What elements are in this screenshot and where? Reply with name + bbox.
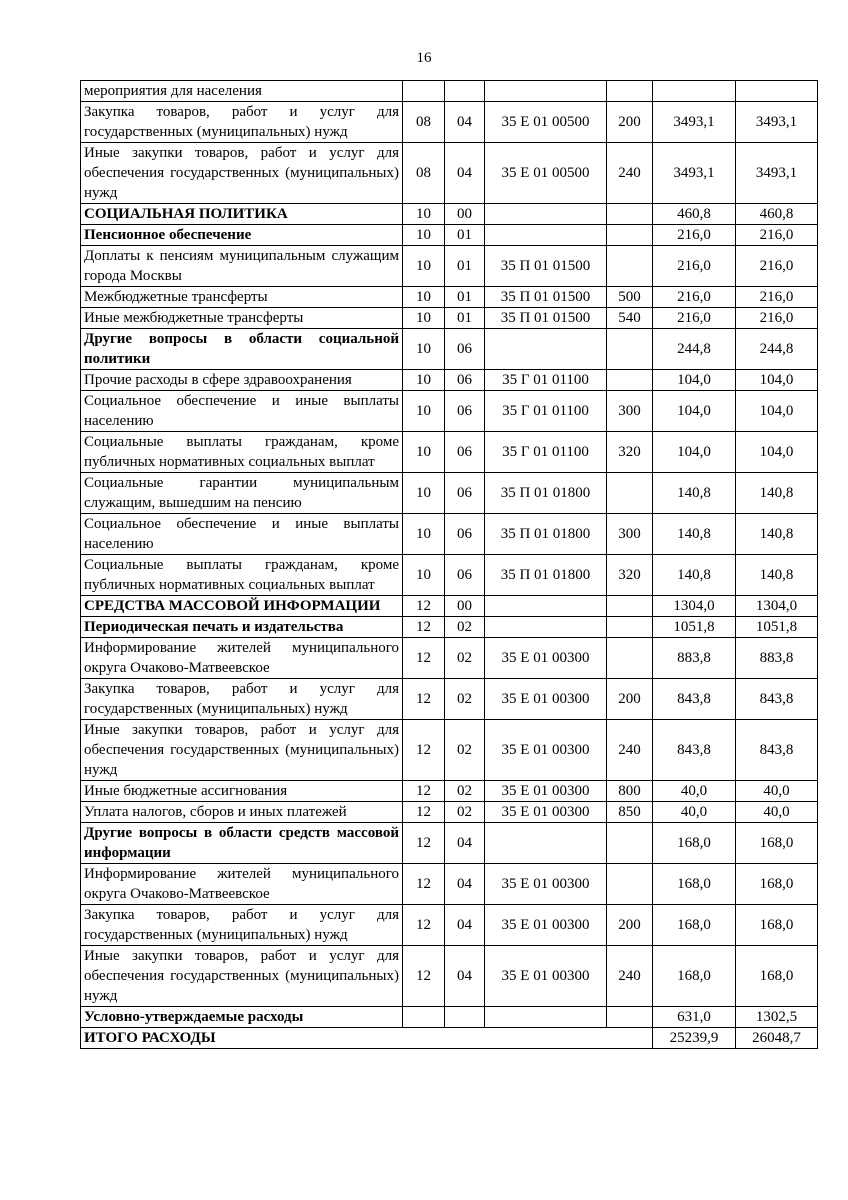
subsection-code: 02: [445, 679, 485, 720]
amount-year-1: 1304,0: [653, 596, 736, 617]
amount-year-1: 843,8: [653, 720, 736, 781]
section-code: 08: [403, 102, 445, 143]
expense-type-code: 240: [607, 946, 653, 1007]
table-row: [81, 308, 818, 329]
target-article-code: 35 П 01 01500: [485, 246, 607, 287]
expense-type-code: [607, 823, 653, 864]
amount-year-2: 843,8: [736, 679, 818, 720]
table-row: [81, 514, 818, 555]
table-row: [81, 246, 818, 287]
section-code: 12: [403, 720, 445, 781]
expense-type-code: [607, 246, 653, 287]
amount-year-1: [653, 81, 736, 102]
table-row: [81, 287, 818, 308]
expense-type-code: [607, 81, 653, 102]
section-code: 12: [403, 946, 445, 1007]
subsection-code: 06: [445, 473, 485, 514]
amount-year-1: 140,8: [653, 514, 736, 555]
amount-year-2: 104,0: [736, 432, 818, 473]
amount-year-2: 40,0: [736, 802, 818, 823]
total-label: ИТОГО РАСХОДЫ: [81, 1028, 653, 1049]
expense-name: Социальные выплаты гражданам, кроме публичных нормативных социальных выплат: [81, 432, 403, 473]
subsection-code: 01: [445, 225, 485, 246]
amount-year-1: 3493,1: [653, 102, 736, 143]
target-article-code: 35 П 01 01800: [485, 473, 607, 514]
subsection-code: 00: [445, 596, 485, 617]
target-article-code: 35 Е 01 00300: [485, 864, 607, 905]
expense-name: Доплаты к пенсиям муниципальным служащим города Москвы: [81, 246, 403, 287]
amount-year-1: 216,0: [653, 225, 736, 246]
expense-name: Иные закупки товаров, работ и услуг для обеспечения государственных (муниципальных) нужд: [81, 946, 403, 1007]
target-article-code: 35 Г 01 01100: [485, 432, 607, 473]
table-row: [81, 204, 818, 225]
amount-year-1: 631,0: [653, 1007, 736, 1028]
amount-year-2: 140,8: [736, 473, 818, 514]
table-row: [81, 225, 818, 246]
section-code: 10: [403, 246, 445, 287]
section-code: 10: [403, 204, 445, 225]
amount-year-2: 216,0: [736, 308, 818, 329]
amount-year-1: 216,0: [653, 287, 736, 308]
amount-year-1: 168,0: [653, 823, 736, 864]
subsection-code: 01: [445, 308, 485, 329]
amount-year-1: 168,0: [653, 905, 736, 946]
section-code: 10: [403, 308, 445, 329]
expense-name: Другие вопросы в области социальной политики: [81, 329, 403, 370]
expense-name: Закупка товаров, работ и услуг для государственных (муниципальных) нужд: [81, 679, 403, 720]
table-row: [81, 823, 818, 864]
table-row: [81, 555, 818, 596]
subsection-code: 06: [445, 370, 485, 391]
target-article-code: 35 Е 01 00500: [485, 143, 607, 204]
table-row: [81, 946, 818, 1007]
subsection-code: 02: [445, 720, 485, 781]
table-row: [81, 1007, 818, 1028]
amount-year-1: 216,0: [653, 246, 736, 287]
table-row: [81, 720, 818, 781]
target-article-code: 35 Е 01 00300: [485, 905, 607, 946]
total-amount-year-2: 26048,7: [736, 1028, 818, 1049]
expense-type-code: [607, 370, 653, 391]
section-code: 12: [403, 781, 445, 802]
target-article-code: 35 Г 01 01100: [485, 391, 607, 432]
subsection-code: 06: [445, 555, 485, 596]
section-code: 10: [403, 225, 445, 246]
amount-year-1: 460,8: [653, 204, 736, 225]
section-code: 12: [403, 617, 445, 638]
amount-year-2: 1304,0: [736, 596, 818, 617]
section-code: 10: [403, 514, 445, 555]
subsection-code: 04: [445, 102, 485, 143]
expense-name: Социальное обеспечение и иные выплаты населению: [81, 391, 403, 432]
expense-name: Иные межбюджетные трансферты: [81, 308, 403, 329]
table-row: [81, 473, 818, 514]
amount-year-2: 140,8: [736, 514, 818, 555]
subsection-code: 04: [445, 864, 485, 905]
table-row: [81, 781, 818, 802]
target-article-code: 35 П 01 01500: [485, 287, 607, 308]
amount-year-2: 1302,5: [736, 1007, 818, 1028]
amount-year-2: 40,0: [736, 781, 818, 802]
table-row: [81, 679, 818, 720]
expense-type-code: 300: [607, 514, 653, 555]
section-code: 12: [403, 802, 445, 823]
subsection-code: [445, 1007, 485, 1028]
subsection-code: 06: [445, 432, 485, 473]
expense-name: СОЦИАЛЬНАЯ ПОЛИТИКА: [81, 204, 403, 225]
subsection-code: 04: [445, 946, 485, 1007]
table-body: [81, 81, 818, 1049]
subsection-code: 04: [445, 905, 485, 946]
section-code: 10: [403, 555, 445, 596]
target-article-code: [485, 329, 607, 370]
table-row: [81, 617, 818, 638]
amount-year-2: [736, 81, 818, 102]
target-article-code: [485, 204, 607, 225]
expense-type-code: 200: [607, 905, 653, 946]
amount-year-2: 168,0: [736, 946, 818, 1007]
subsection-code: 06: [445, 514, 485, 555]
expense-type-code: 200: [607, 102, 653, 143]
section-code: 10: [403, 329, 445, 370]
expense-name: Пенсионное обеспечение: [81, 225, 403, 246]
target-article-code: [485, 225, 607, 246]
expense-name: Социальное обеспечение и иные выплаты населению: [81, 514, 403, 555]
target-article-code: 35 Е 01 00300: [485, 679, 607, 720]
target-article-code: 35 П 01 01800: [485, 555, 607, 596]
expense-name: Иные бюджетные ассигнования: [81, 781, 403, 802]
section-code: 08: [403, 143, 445, 204]
section-code: [403, 81, 445, 102]
target-article-code: 35 Г 01 01100: [485, 370, 607, 391]
amount-year-2: 216,0: [736, 225, 818, 246]
expense-name: Социальные гарантии муниципальным служащим, вышедшим на пенсию: [81, 473, 403, 514]
target-article-code: 35 Е 01 00300: [485, 638, 607, 679]
expense-name: Иные закупки товаров, работ и услуг для обеспечения государственных (муниципальных) нужд: [81, 720, 403, 781]
amount-year-2: 3493,1: [736, 143, 818, 204]
amount-year-1: 140,8: [653, 473, 736, 514]
subsection-code: 02: [445, 617, 485, 638]
target-article-code: 35 Е 01 00300: [485, 720, 607, 781]
amount-year-2: 216,0: [736, 246, 818, 287]
amount-year-1: 843,8: [653, 679, 736, 720]
expense-type-code: 540: [607, 308, 653, 329]
expense-type-code: [607, 1007, 653, 1028]
amount-year-2: 460,8: [736, 204, 818, 225]
expense-name: Закупка товаров, работ и услуг для государственных (муниципальных) нужд: [81, 905, 403, 946]
budget-table: [80, 80, 818, 1049]
expense-type-code: [607, 638, 653, 679]
subsection-code: [445, 81, 485, 102]
table-row: [81, 143, 818, 204]
subsection-code: 02: [445, 802, 485, 823]
target-article-code: 35 Е 01 00300: [485, 781, 607, 802]
table-row: [81, 905, 818, 946]
target-article-code: [485, 596, 607, 617]
table-row: [81, 432, 818, 473]
expense-name: Периодическая печать и издательства: [81, 617, 403, 638]
amount-year-2: 843,8: [736, 720, 818, 781]
target-article-code: 35 Е 01 00500: [485, 102, 607, 143]
expense-name: Информирование жителей муниципального округа Очаково-Матвеевское: [81, 638, 403, 679]
amount-year-2: 244,8: [736, 329, 818, 370]
section-code: 10: [403, 473, 445, 514]
section-code: 12: [403, 679, 445, 720]
target-article-code: [485, 617, 607, 638]
table-row: [81, 864, 818, 905]
expense-type-code: [607, 864, 653, 905]
section-code: 12: [403, 905, 445, 946]
section-code: 12: [403, 638, 445, 679]
expense-type-code: 320: [607, 555, 653, 596]
expense-type-code: [607, 617, 653, 638]
target-article-code: 35 Е 01 00300: [485, 802, 607, 823]
section-code: 10: [403, 287, 445, 308]
subsection-code: 04: [445, 143, 485, 204]
amount-year-2: 168,0: [736, 905, 818, 946]
expense-type-code: [607, 596, 653, 617]
amount-year-1: 216,0: [653, 308, 736, 329]
target-article-code: 35 П 01 01800: [485, 514, 607, 555]
section-code: 10: [403, 370, 445, 391]
subsection-code: 02: [445, 781, 485, 802]
amount-year-2: 168,0: [736, 864, 818, 905]
expense-name: Условно-утверждаемые расходы: [81, 1007, 403, 1028]
section-code: 10: [403, 391, 445, 432]
subsection-code: 06: [445, 391, 485, 432]
page-number: 16: [416, 50, 432, 66]
table-row: [81, 596, 818, 617]
section-code: 12: [403, 864, 445, 905]
table-row: [81, 329, 818, 370]
table-row: [81, 638, 818, 679]
expense-type-code: [607, 329, 653, 370]
amount-year-2: 104,0: [736, 391, 818, 432]
total-amount-year-1: 25239,9: [653, 1028, 736, 1049]
amount-year-1: 40,0: [653, 781, 736, 802]
expense-type-code: [607, 225, 653, 246]
expense-name: Социальные выплаты гражданам, кроме публичных нормативных социальных выплат: [81, 555, 403, 596]
expense-name: Информирование жителей муниципального округа Очаково-Матвеевское: [81, 864, 403, 905]
table-row: [81, 102, 818, 143]
expense-type-code: 240: [607, 720, 653, 781]
amount-year-2: 140,8: [736, 555, 818, 596]
amount-year-1: 140,8: [653, 555, 736, 596]
expense-type-code: 240: [607, 143, 653, 204]
target-article-code: [485, 823, 607, 864]
expense-type-code: 320: [607, 432, 653, 473]
amount-year-2: 3493,1: [736, 102, 818, 143]
target-article-code: 35 П 01 01500: [485, 308, 607, 329]
subsection-code: 00: [445, 204, 485, 225]
amount-year-2: 104,0: [736, 370, 818, 391]
expense-name: Иные закупки товаров, работ и услуг для обеспечения государственных (муниципальных) нужд: [81, 143, 403, 204]
target-article-code: [485, 1007, 607, 1028]
amount-year-2: 216,0: [736, 287, 818, 308]
section-code: 12: [403, 823, 445, 864]
expense-name: Закупка товаров, работ и услуг для государственных (муниципальных) нужд: [81, 102, 403, 143]
expense-name: Другие вопросы в области средств массовой информации: [81, 823, 403, 864]
table-row: [81, 391, 818, 432]
amount-year-1: 40,0: [653, 802, 736, 823]
expense-name: СРЕДСТВА МАССОВОЙ ИНФОРМАЦИИ: [81, 596, 403, 617]
amount-year-1: 104,0: [653, 370, 736, 391]
expense-name: Межбюджетные трансферты: [81, 287, 403, 308]
expense-type-code: 500: [607, 287, 653, 308]
subsection-code: 04: [445, 823, 485, 864]
amount-year-1: 883,8: [653, 638, 736, 679]
amount-year-1: 104,0: [653, 432, 736, 473]
expense-type-code: 300: [607, 391, 653, 432]
subsection-code: 06: [445, 329, 485, 370]
target-article-code: [485, 81, 607, 102]
section-code: 12: [403, 596, 445, 617]
amount-year-1: 168,0: [653, 864, 736, 905]
expense-type-code: [607, 204, 653, 225]
expense-type-code: 800: [607, 781, 653, 802]
amount-year-1: 1051,8: [653, 617, 736, 638]
amount-year-1: 168,0: [653, 946, 736, 1007]
table-row: [81, 370, 818, 391]
section-code: [403, 1007, 445, 1028]
expense-name: Уплата налогов, сборов и иных платежей: [81, 802, 403, 823]
expense-type-code: 200: [607, 679, 653, 720]
section-code: 10: [403, 432, 445, 473]
amount-year-2: 883,8: [736, 638, 818, 679]
amount-year-2: 1051,8: [736, 617, 818, 638]
amount-year-2: 168,0: [736, 823, 818, 864]
subsection-code: 02: [445, 638, 485, 679]
subsection-code: 01: [445, 287, 485, 308]
target-article-code: 35 Е 01 00300: [485, 946, 607, 1007]
amount-year-1: 3493,1: [653, 143, 736, 204]
total-row: [81, 1028, 818, 1049]
table-row: [81, 81, 818, 102]
subsection-code: 01: [445, 246, 485, 287]
amount-year-1: 104,0: [653, 391, 736, 432]
expense-name: Прочие расходы в сфере здравоохранения: [81, 370, 403, 391]
amount-year-1: 244,8: [653, 329, 736, 370]
expense-type-code: [607, 473, 653, 514]
expense-type-code: 850: [607, 802, 653, 823]
table-row: [81, 802, 818, 823]
expense-name: мероприятия для населения: [81, 81, 403, 102]
